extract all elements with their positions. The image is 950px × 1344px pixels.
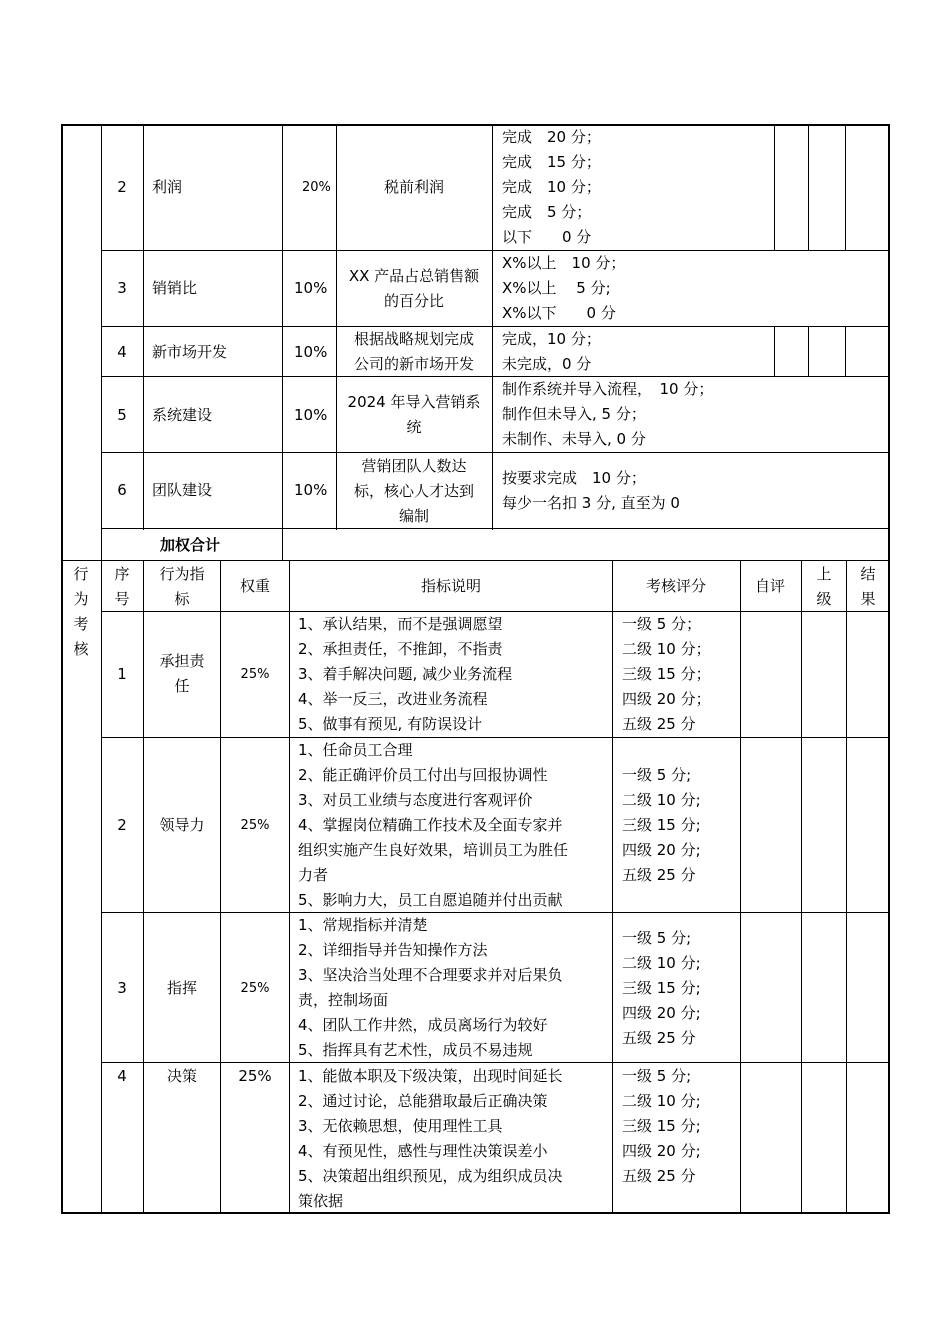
weight-value: 10% [294, 343, 328, 361]
indicator-name: 系统建设 [152, 406, 213, 424]
header-indicator: 标 [174, 590, 190, 608]
scoring-line: 一级 5 分; [622, 929, 692, 947]
description-line: 4、举一反三，改进业务流程 [298, 690, 488, 708]
grid-line [336, 124, 337, 530]
grid-line [808, 124, 809, 251]
description-line: 2、通过讨论，总能猎取最后正确决策 [298, 1092, 548, 1110]
indicator-name: 新市场开发 [152, 343, 228, 361]
scoring-line: 三级 15 分； [622, 665, 711, 683]
indicator-description: 统 [406, 418, 422, 436]
description-line: 责，控制场面 [298, 991, 389, 1009]
description-line: 3、无依赖思想，使用理性工具 [298, 1117, 503, 1135]
indicator-name: 承担责 [159, 652, 205, 670]
weight-value: 10% [294, 481, 328, 499]
grid-line [101, 528, 889, 529]
indicator-name: 领导力 [159, 816, 205, 834]
weight-value: 10% [294, 406, 328, 424]
indicator-description: 根据战略规划完成 [353, 330, 475, 348]
grid-line [612, 560, 613, 1212]
grid-line [282, 530, 283, 560]
header-superior: 级 [816, 590, 832, 608]
description-line: 5、指挥具有艺术性，成员不易违规 [298, 1041, 533, 1059]
row-number: 2 [117, 816, 127, 834]
scoring-line: 未完成，0 分 [502, 355, 592, 373]
row-number: 5 [117, 406, 127, 424]
grid-line [492, 124, 493, 530]
description-line: 5、做事有预见, 有防误设计 [298, 715, 483, 733]
description-line: 3、着手解决问题, 减少业务流程 [298, 665, 513, 683]
row-number: 4 [117, 1067, 127, 1085]
scoring-line: 五级 25 分 [622, 1167, 696, 1185]
scoring-line: 四级 20 分; [622, 1142, 701, 1160]
section-label-char: 行 [73, 565, 89, 583]
indicator-description: 营销团队人数达 [361, 457, 467, 475]
description-line: 1、承认结果，而不是强调愿望 [298, 615, 503, 633]
table-left-border [61, 124, 63, 1214]
grid-line [846, 560, 847, 1212]
scoring-line: 四级 20 分; [622, 1004, 701, 1022]
section-label-char: 考 [73, 615, 89, 633]
grid-line [845, 124, 846, 251]
scoring-line: 三级 15 分; [622, 979, 701, 997]
description-line: 2、能正确评价员工付出与回报协调性 [298, 766, 548, 784]
header-indicator: 行为指 [159, 565, 205, 583]
scoring-line: 二级 10 分; [622, 954, 701, 972]
scoring-line: 二级 10 分； [622, 640, 711, 658]
scoring-line: 三级 15 分; [622, 1117, 701, 1135]
description-line: 2、详细指导并告知操作方法 [298, 941, 488, 959]
header-scoring: 考核评分 [645, 577, 707, 595]
scoring-line: 二级 10 分; [622, 1092, 701, 1110]
scoring-line: X%以上 5 分; [502, 279, 611, 297]
weight-value: 25% [240, 818, 270, 833]
scoring-line: 五级 25 分 [622, 866, 696, 884]
weight-value: 10% [294, 279, 328, 297]
description-line: 5、决策超出组织预见，成为组织成员决 [298, 1167, 563, 1185]
scoring-line: 四级 20 分； [622, 690, 711, 708]
description-line: 力者 [298, 866, 329, 884]
indicator-name: 指挥 [166, 979, 198, 997]
grid-line [808, 326, 809, 377]
indicator-description: 税前利润 [383, 178, 445, 196]
indicator-name: 团队建设 [152, 481, 213, 499]
scoring-line: 二级 10 分; [622, 791, 701, 809]
scoring-line: 制作系统并导入流程， 10 分； [502, 380, 714, 398]
description-line: 4、团队工作井然，成员离场行为较好 [298, 1016, 548, 1034]
description-line: 1、任命员工合理 [298, 741, 413, 759]
scoring-line: 完成 15 分； [502, 153, 601, 171]
scoring-line: 每少一名扣 3 分, 直至为 0 [502, 494, 680, 512]
scoring-line: 完成，10 分； [502, 330, 601, 348]
header-result: 果 [860, 590, 876, 608]
scoring-line: 一级 5 分； [622, 615, 702, 633]
row-number: 3 [117, 979, 127, 997]
section-label-char: 核 [73, 640, 89, 658]
scoring-line: 四级 20 分; [622, 841, 701, 859]
scoring-line: 一级 5 分; [622, 1067, 692, 1085]
section-label-char: 为 [73, 590, 89, 608]
description-line: 5、影响力大，员工自愿追随并付出贡献 [298, 891, 563, 909]
description-line: 3、坚决洽当处理不合理要求并对后果负 [298, 966, 563, 984]
grid-line [143, 560, 144, 1212]
scoring-line: X%以上 10 分； [502, 254, 626, 272]
grid-line [289, 560, 290, 1212]
scoring-line: 未制作、未导入, 0 分 [502, 430, 646, 448]
description-line: 1、常规指标并清楚 [298, 916, 428, 934]
weighted-total-label: 加权合计 [160, 536, 221, 554]
indicator-description: XX 产品占总销售额 [348, 267, 480, 285]
grid-line [774, 326, 775, 377]
indicator-name: 销销比 [152, 279, 198, 297]
grid-line [101, 250, 889, 251]
indicator-description: 2024 年导入营销系 [347, 393, 481, 411]
description-line: 组织实施产生良好效果，培训员工为胜任 [298, 841, 569, 859]
grid-line [101, 452, 889, 453]
header-no: 序 [114, 565, 130, 583]
grid-line [101, 560, 102, 1212]
grid-line [143, 124, 144, 530]
row-number: 6 [117, 481, 127, 499]
row-number: 3 [117, 279, 127, 297]
weight-value: 25% [238, 1067, 272, 1085]
scoring-line: 完成 20 分； [502, 128, 601, 146]
grid-line [282, 124, 283, 530]
description-line: 4、掌握岗位精确工作技术及全面专家并 [298, 816, 563, 834]
grid-line [774, 124, 775, 251]
description-line: 2、承担责任，不推卸，不指责 [298, 640, 503, 658]
grid-line [101, 124, 102, 530]
description-line: 策依据 [298, 1192, 344, 1210]
indicator-description: 公司的新市场开发 [353, 355, 475, 373]
scoring-line: X%以下 0 分 [502, 304, 616, 322]
grid-line [801, 560, 802, 1212]
indicator-description: 编制 [398, 507, 430, 525]
scoring-line: 三级 15 分; [622, 816, 701, 834]
indicator-description: 的百分比 [383, 292, 445, 310]
header-description: 指标说明 [420, 577, 482, 595]
header-self-eval: 自评 [754, 577, 786, 595]
indicator-name: 任 [174, 677, 190, 695]
header-weight: 权重 [239, 577, 271, 595]
scoring-line: 制作但未导入, 5 分； [502, 405, 646, 423]
header-no: 号 [114, 590, 130, 608]
grid-line [220, 560, 221, 1212]
header-result: 结 [860, 565, 876, 583]
scoring-line: 完成 10 分； [502, 178, 601, 196]
scoring-line: 五级 25 分 [622, 715, 696, 733]
weight-value: 25% [240, 981, 270, 996]
table-bottom-border [61, 1212, 890, 1214]
scoring-line: 五级 25 分 [622, 1029, 696, 1047]
grid-line [101, 530, 102, 560]
indicator-name: 利润 [152, 178, 183, 196]
row-number: 2 [117, 178, 127, 196]
grid-line [101, 326, 889, 327]
grid-line [101, 376, 889, 377]
table-top-border [61, 124, 890, 126]
scoring-line: 完成 5 分； [502, 203, 592, 221]
row-number: 1 [117, 665, 127, 683]
row-number: 4 [117, 343, 127, 361]
scoring-line: 以下 0 分 [502, 228, 592, 246]
description-line: 1、能做本职及下级决策，出现时间延长 [298, 1067, 563, 1085]
description-line: 4、有预见性，感性与理性决策误差小 [298, 1142, 548, 1160]
scoring-line: 按要求完成 10 分； [502, 469, 646, 487]
indicator-description: 标，核心人才达到 [353, 482, 475, 500]
table-right-border [888, 124, 890, 1214]
grid-line [845, 326, 846, 377]
description-line: 3、对员工业绩与态度进行客观评价 [298, 791, 533, 809]
header-superior: 上 [816, 565, 832, 583]
grid-line [61, 560, 890, 561]
weight-value: 25% [240, 667, 270, 682]
weight-value: 20% [302, 180, 331, 195]
grid-line [740, 560, 741, 1212]
scoring-line: 一级 5 分; [622, 766, 692, 784]
indicator-name: 决策 [166, 1067, 198, 1085]
grid-line [101, 737, 889, 738]
